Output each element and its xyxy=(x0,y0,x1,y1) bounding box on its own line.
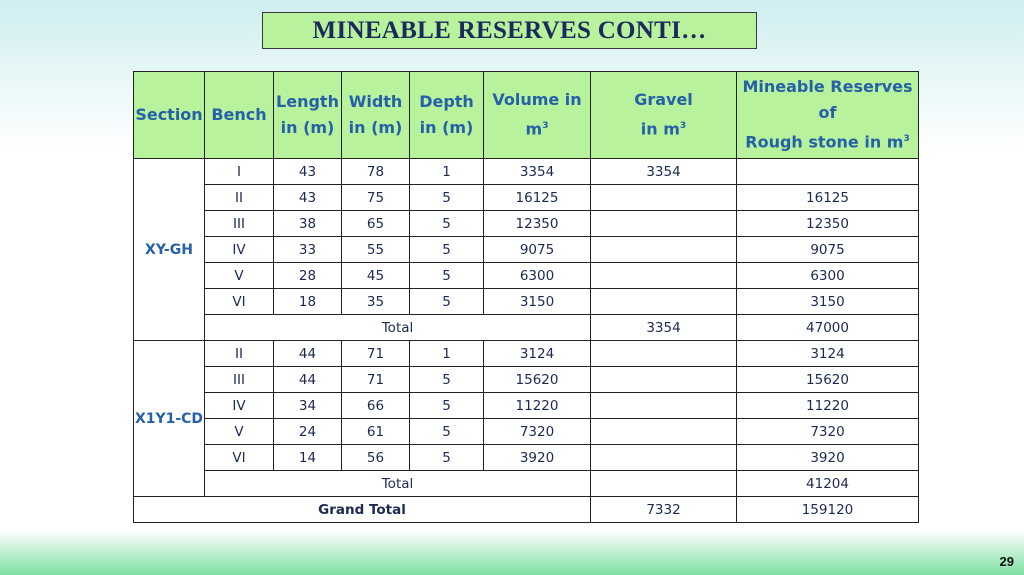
grand-total-row xyxy=(134,497,919,523)
depth-cell: 5 xyxy=(410,367,484,393)
depth-cell: 5 xyxy=(410,289,484,315)
width-cell: 78 xyxy=(342,159,410,185)
mineable-cell: 3150 xyxy=(737,289,919,315)
depth-cell: 5 xyxy=(410,211,484,237)
length-cell: 18 xyxy=(274,289,342,315)
depth-cell: 5 xyxy=(410,393,484,419)
table-row xyxy=(134,159,919,185)
volume-cell: 11220 xyxy=(484,393,591,419)
length-cell: 44 xyxy=(274,341,342,367)
mineable-cell xyxy=(737,159,919,185)
volume-cell: 3920 xyxy=(484,445,591,471)
bench-cell: VI xyxy=(205,289,274,315)
mineable-cell: 12350 xyxy=(737,211,919,237)
width-cell: 71 xyxy=(342,367,410,393)
volume-cell: 9075 xyxy=(484,237,591,263)
grand-total-label: Grand Total xyxy=(134,497,591,523)
length-cell: 43 xyxy=(274,185,342,211)
gravel-cell xyxy=(591,341,737,367)
volume-cell: 15620 xyxy=(484,367,591,393)
width-cell: 56 xyxy=(342,445,410,471)
width-cell: 35 xyxy=(342,289,410,315)
gravel-cell xyxy=(591,185,737,211)
header-depth: Depth in (m) xyxy=(410,72,484,159)
slide-title-box xyxy=(262,12,757,49)
mineable-cell: 3124 xyxy=(737,341,919,367)
width-cell: 65 xyxy=(342,211,410,237)
depth-cell: 5 xyxy=(410,445,484,471)
table-row xyxy=(134,445,919,471)
mineable-cell: 9075 xyxy=(737,237,919,263)
total-gravel-cell xyxy=(591,471,737,497)
mineable-cell: 15620 xyxy=(737,367,919,393)
header-length: Length in (m) xyxy=(274,72,342,159)
volume-cell: 3150 xyxy=(484,289,591,315)
gravel-cell xyxy=(591,445,737,471)
width-cell: 71 xyxy=(342,341,410,367)
table-row xyxy=(134,393,919,419)
table-body xyxy=(134,159,919,523)
slide-title: MINEABLE RESERVES CONTI… xyxy=(312,16,707,44)
table-row xyxy=(134,419,919,445)
table-row xyxy=(134,263,919,289)
total-mineable-cell: 41204 xyxy=(737,471,919,497)
length-cell: 28 xyxy=(274,263,342,289)
section-total-row xyxy=(134,315,919,341)
page-number: 29 xyxy=(999,554,1014,569)
depth-cell: 5 xyxy=(410,185,484,211)
grand-total-gravel-cell: 7332 xyxy=(591,497,737,523)
width-cell: 75 xyxy=(342,185,410,211)
volume-cell: 3354 xyxy=(484,159,591,185)
header-mineable-reserves: Mineable Reserves of Rough stone in $m^3$ xyxy=(737,72,919,159)
gravel-cell xyxy=(591,289,737,315)
depth-cell: 1 xyxy=(410,159,484,185)
bench-cell: IV xyxy=(205,237,274,263)
table-row xyxy=(134,185,919,211)
gravel-cell: 3354 xyxy=(591,159,737,185)
volume-cell: 6300 xyxy=(484,263,591,289)
length-cell: 33 xyxy=(274,237,342,263)
section-total-row xyxy=(134,471,919,497)
mineable-cell: 11220 xyxy=(737,393,919,419)
mineable-cell: 7320 xyxy=(737,419,919,445)
width-cell: 61 xyxy=(342,419,410,445)
bench-cell: II xyxy=(205,185,274,211)
bench-cell: III xyxy=(205,211,274,237)
section-name: XY-GH xyxy=(134,159,205,341)
width-cell: 55 xyxy=(342,237,410,263)
table-row xyxy=(134,367,919,393)
volume-cell: 7320 xyxy=(484,419,591,445)
gravel-cell xyxy=(591,393,737,419)
bench-cell: II xyxy=(205,341,274,367)
bench-cell: III xyxy=(205,367,274,393)
total-mineable-cell: 47000 xyxy=(737,315,919,341)
depth-cell: 5 xyxy=(410,419,484,445)
bench-cell: I xyxy=(205,159,274,185)
table-row xyxy=(134,211,919,237)
mineable-cell: 6300 xyxy=(737,263,919,289)
length-cell: 34 xyxy=(274,393,342,419)
mineable-reserves-table xyxy=(133,71,919,523)
gravel-cell xyxy=(591,237,737,263)
header-gravel: Gravel in $m^3$ xyxy=(591,72,737,159)
gravel-cell xyxy=(591,419,737,445)
length-cell: 43 xyxy=(274,159,342,185)
length-cell: 14 xyxy=(274,445,342,471)
total-label: Total xyxy=(205,471,591,497)
mineable-cell: 3920 xyxy=(737,445,919,471)
bench-cell: IV xyxy=(205,393,274,419)
bench-cell: V xyxy=(205,263,274,289)
volume-cell: 16125 xyxy=(484,185,591,211)
gravel-cell xyxy=(591,367,737,393)
section-name: X1Y1-CD xyxy=(134,341,205,497)
grand-total-mineable-cell: 159120 xyxy=(737,497,919,523)
header-row xyxy=(134,72,919,159)
width-cell: 66 xyxy=(342,393,410,419)
gravel-cell xyxy=(591,263,737,289)
table-row xyxy=(134,341,919,367)
length-cell: 44 xyxy=(274,367,342,393)
depth-cell: 5 xyxy=(410,263,484,289)
header-bench: Bench xyxy=(205,72,274,159)
mineable-cell: 16125 xyxy=(737,185,919,211)
bench-cell: VI xyxy=(205,445,274,471)
header-section: Section xyxy=(134,72,205,159)
width-cell: 45 xyxy=(342,263,410,289)
volume-cell: 3124 xyxy=(484,341,591,367)
length-cell: 38 xyxy=(274,211,342,237)
table-row xyxy=(134,237,919,263)
volume-cell: 12350 xyxy=(484,211,591,237)
depth-cell: 1 xyxy=(410,341,484,367)
header-width: Width in (m) xyxy=(342,72,410,159)
total-gravel-cell: 3354 xyxy=(591,315,737,341)
length-cell: 24 xyxy=(274,419,342,445)
gravel-cell xyxy=(591,211,737,237)
bench-cell: V xyxy=(205,419,274,445)
table-row xyxy=(134,289,919,315)
depth-cell: 5 xyxy=(410,237,484,263)
header-volume: Volume in $m^3$ xyxy=(484,72,591,159)
total-label: Total xyxy=(205,315,591,341)
